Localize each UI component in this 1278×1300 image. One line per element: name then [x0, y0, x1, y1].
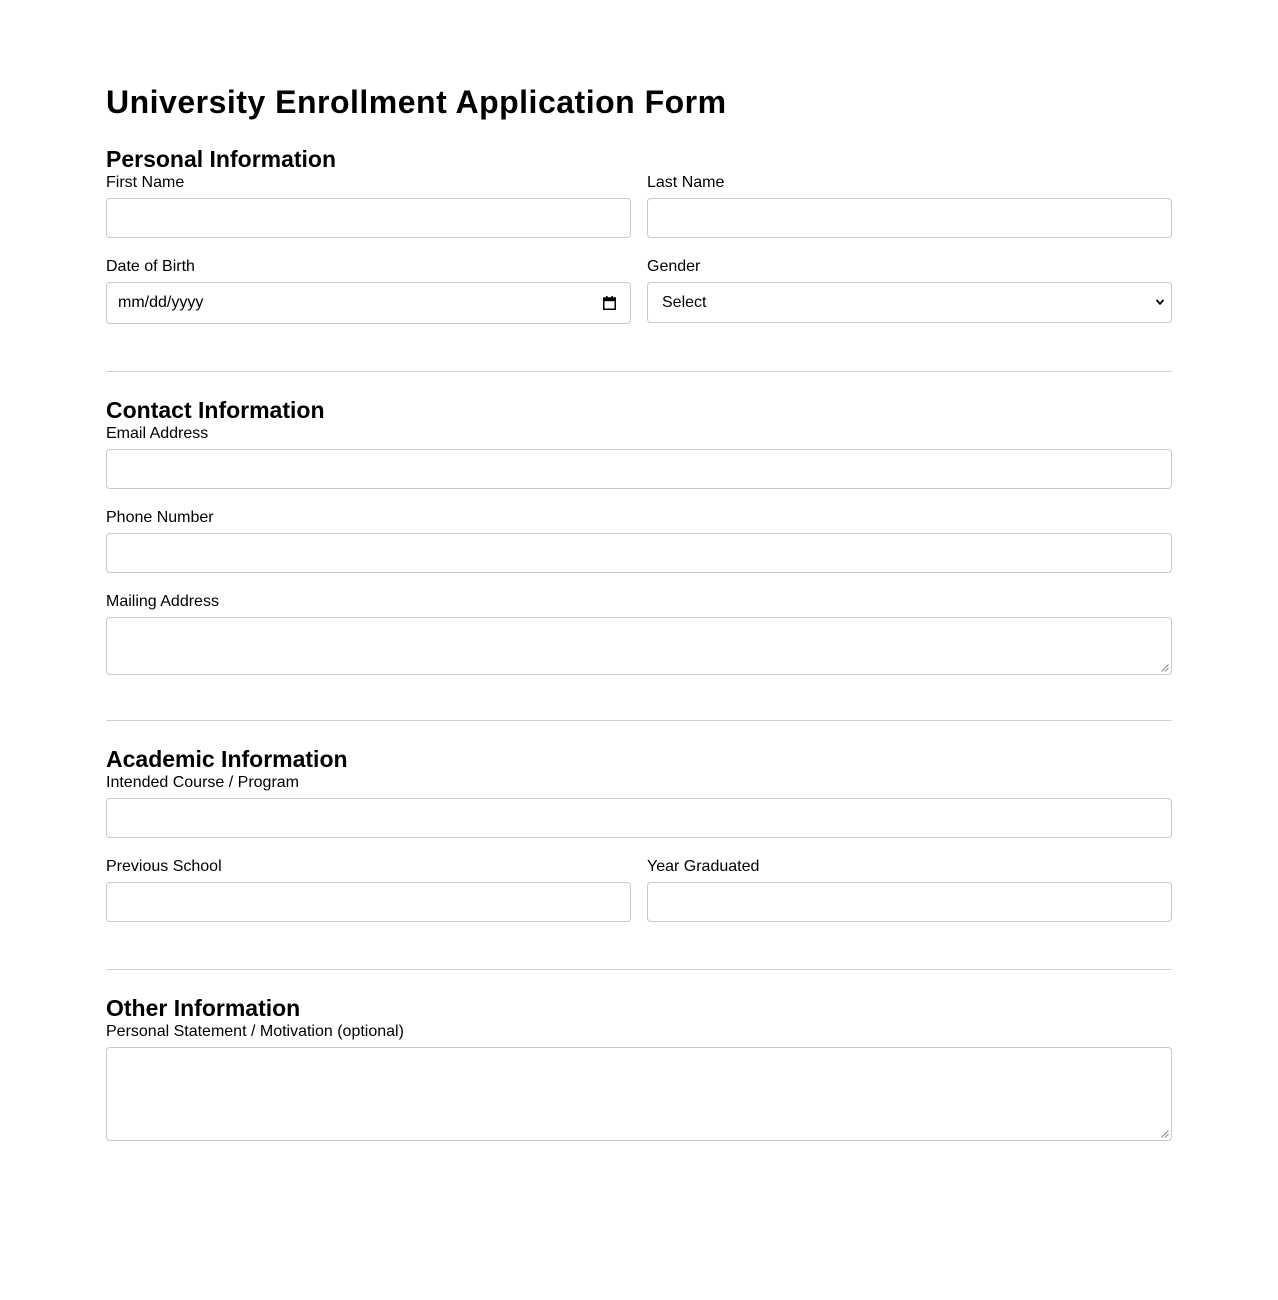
email-label: Email Address — [106, 425, 209, 442]
section-divider — [106, 969, 1172, 970]
school-year-row — [106, 858, 1172, 922]
first-name-label: First Name — [106, 174, 185, 191]
personal-statement-label: Personal Statement / Motivation (optional) — [106, 1023, 404, 1040]
intended-course-input[interactable] — [106, 798, 1172, 838]
gender-selected-value: Select — [662, 294, 707, 311]
personal-information-section — [106, 146, 1172, 324]
phone-label: Phone Number — [106, 509, 214, 526]
personal-information-heading: Personal Information — [106, 146, 337, 172]
gender-field — [647, 258, 1172, 324]
mailing-address-field — [106, 593, 1172, 675]
personal-statement-field — [106, 1023, 1172, 1141]
chevron-down-icon — [1155, 297, 1165, 307]
previous-school-input[interactable] — [106, 882, 631, 922]
date-of-birth-input[interactable] — [106, 282, 631, 324]
mailing-address-label: Mailing Address — [106, 593, 219, 610]
email-input[interactable] — [106, 449, 1172, 489]
other-information-heading: Other Information — [106, 995, 301, 1021]
last-name-field — [647, 174, 1172, 238]
other-information-section — [106, 995, 1172, 1141]
gender-label: Gender — [647, 258, 701, 275]
calendar-icon[interactable] — [603, 296, 616, 310]
contact-information-heading: Contact Information — [106, 397, 325, 423]
personal-statement-textarea[interactable] — [106, 1047, 1172, 1141]
dob-gender-row — [106, 258, 1172, 324]
academic-information-heading: Academic Information — [106, 746, 348, 772]
intended-course-label: Intended Course / Program — [106, 774, 299, 791]
page-title: University Enrollment Application Form — [106, 84, 727, 120]
year-graduated-field — [647, 858, 1172, 922]
previous-school-field — [106, 858, 631, 922]
mailing-address-textarea[interactable] — [106, 617, 1172, 675]
previous-school-label: Previous School — [106, 858, 222, 875]
section-divider — [106, 720, 1172, 721]
gender-select[interactable] — [647, 282, 1172, 323]
year-graduated-input[interactable] — [647, 882, 1172, 922]
section-divider — [106, 371, 1172, 372]
first-name-input[interactable] — [106, 198, 631, 238]
date-of-birth-label: Date of Birth — [106, 258, 195, 275]
phone-input[interactable] — [106, 533, 1172, 573]
name-row — [106, 174, 1172, 238]
intended-course-field — [106, 774, 1172, 838]
academic-information-section — [106, 746, 1172, 922]
year-graduated-label: Year Graduated — [647, 858, 760, 875]
resize-handle-icon[interactable] — [1161, 1130, 1169, 1138]
phone-field — [106, 509, 1172, 573]
contact-information-section — [106, 397, 1172, 675]
date-of-birth-placeholder: mm/dd/yyyy — [118, 294, 204, 311]
resize-handle-icon[interactable] — [1161, 664, 1169, 672]
last-name-label: Last Name — [647, 174, 725, 191]
last-name-input[interactable] — [647, 198, 1172, 238]
date-of-birth-field — [106, 258, 631, 324]
email-field — [106, 425, 1172, 489]
first-name-field — [106, 174, 631, 238]
